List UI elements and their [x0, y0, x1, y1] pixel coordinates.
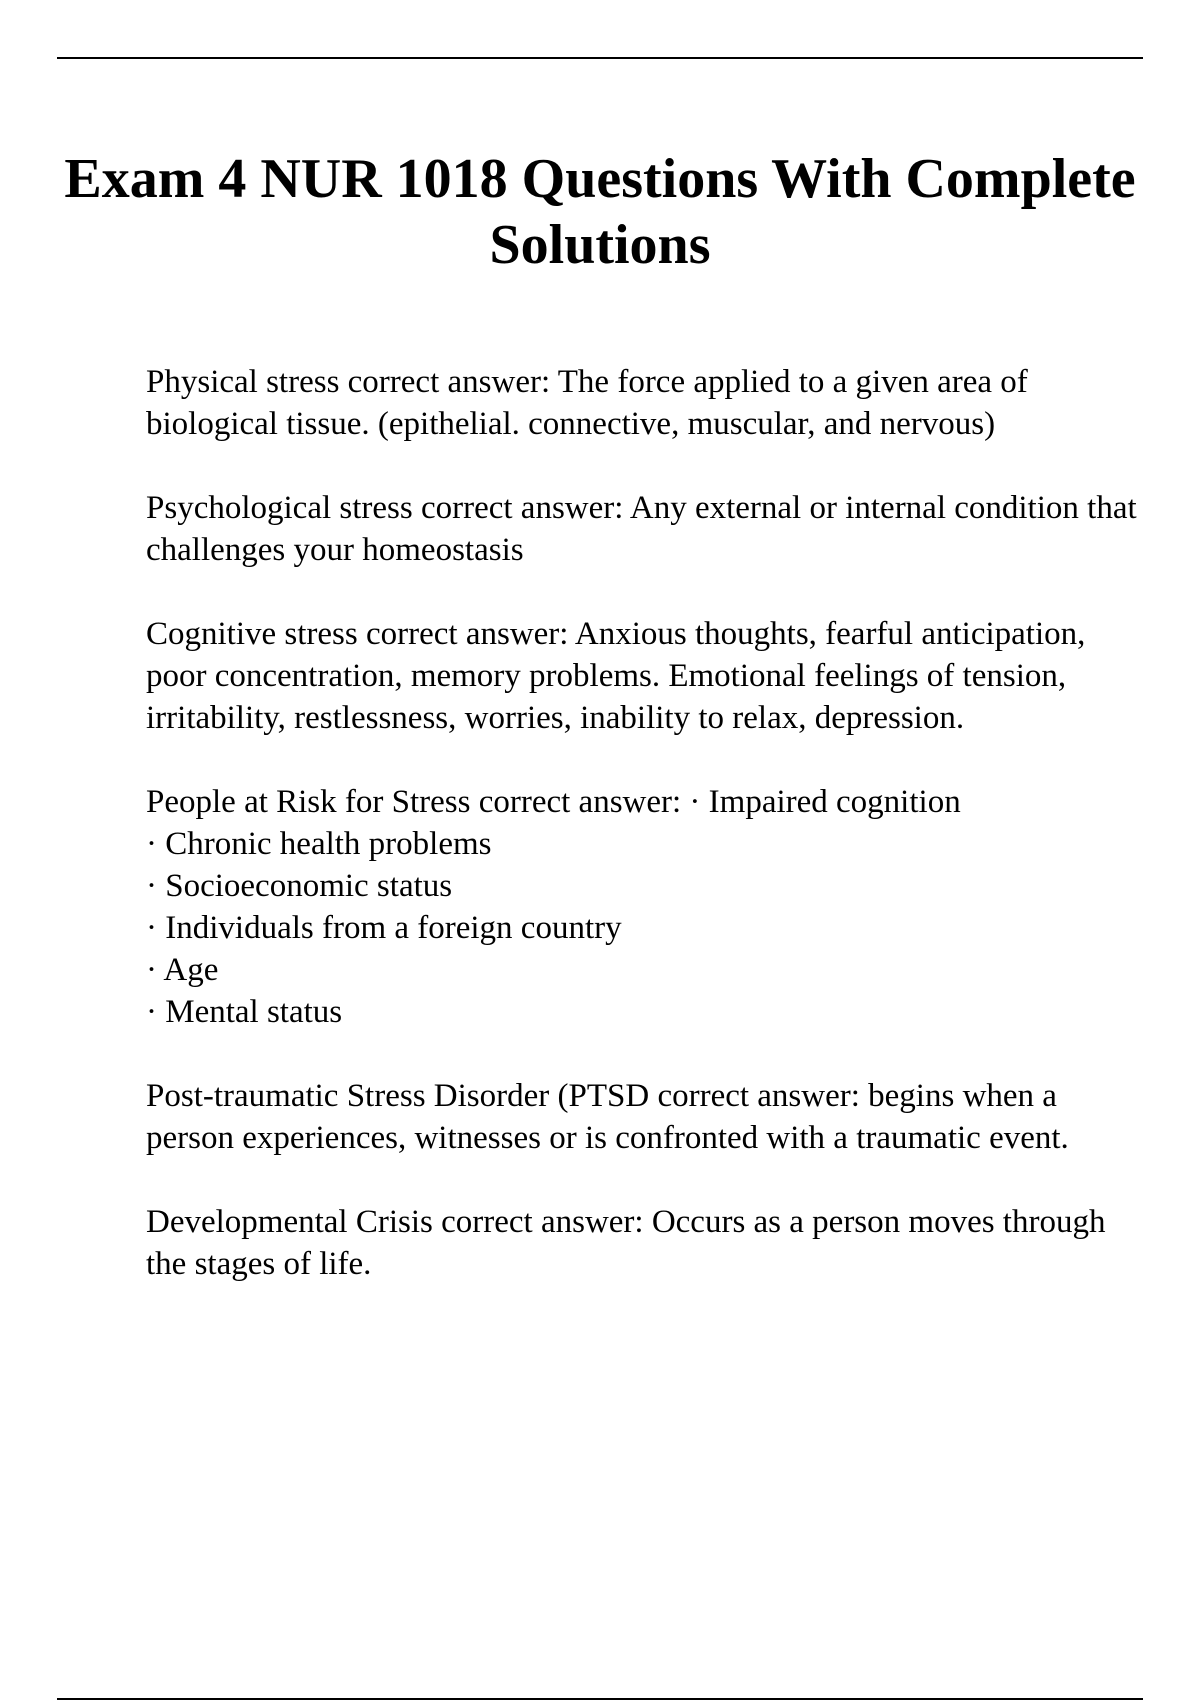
document-title: Exam 4 NUR 1018 Questions With Complete Solutions	[64, 148, 1136, 276]
question-list	[146, 361, 1146, 1327]
qa-entry-developmental-crisis: Developmental Crisis correct answer: Occurs as a person moves through the stages of life.	[146, 1204, 1106, 1282]
header-rule	[57, 57, 1143, 59]
qa-entry-cognitive-stress: Cognitive stress correct answer: Anxious thoughts, fearful anticipation, poor concentration, memory problems. Emotional feelings of tension, irritability, restlessness, worries, inability to relax, depression.	[146, 616, 1086, 736]
qa-entry-psychological-stress: Psychological stress correct answer: Any external or internal condition that challenges your homeostasis	[146, 490, 1137, 568]
qa-entry-people-at-risk: People at Risk for Stress correct answer: · Impaired cognition · Chronic health problems · Socioeconomic status · Individuals from a foreign country · Age · Mental status	[146, 784, 961, 1030]
qa-entry-ptsd: Post-traumatic Stress Disorder (PTSD correct answer: begins when a person experiences, witnesses or is confronted with a traumatic event.	[146, 1078, 1069, 1156]
qa-entry-physical-stress: Physical stress correct answer: The force applied to a given area of biological tissue. (epithelial. connective, muscular, and nervous)	[146, 364, 1028, 442]
